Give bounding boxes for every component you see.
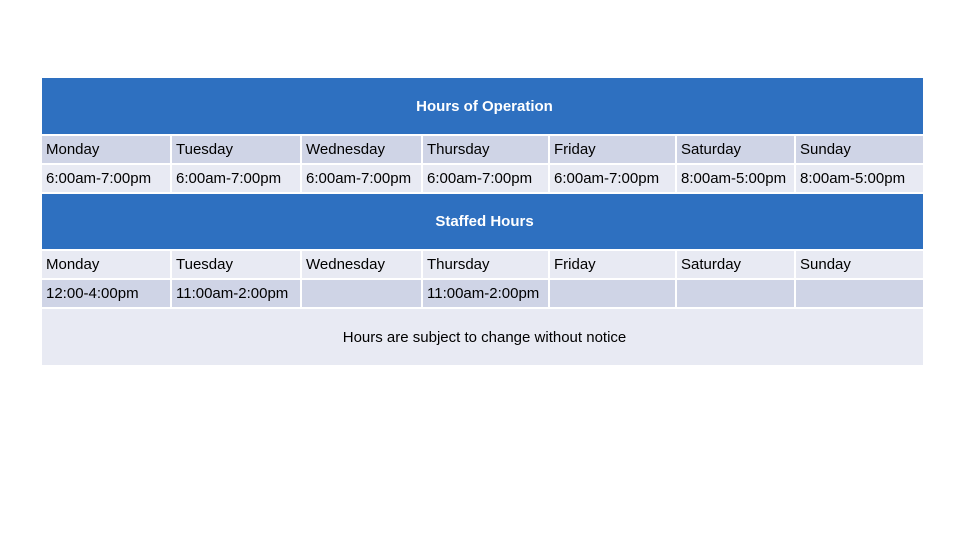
note-row — [42, 308, 923, 366]
staffed-day-friday: Friday — [549, 250, 676, 279]
staffed-hours-saturday — [676, 279, 795, 308]
staffed-hours-sunday — [795, 279, 923, 308]
staffed-hours-row — [42, 279, 923, 308]
operation-hours-saturday: 8:00am-5:00pm — [676, 164, 795, 193]
staffed-days-row — [42, 250, 923, 279]
operation-hours-wednesday: 6:00am-7:00pm — [301, 164, 422, 193]
operation-day-tuesday: Tuesday — [171, 135, 301, 164]
staffed-hours-thursday: 11:00am-2:00pm — [422, 279, 549, 308]
operation-header-row — [42, 78, 923, 135]
staffed-day-tuesday: Tuesday — [171, 250, 301, 279]
operation-hours-sunday: 8:00am-5:00pm — [795, 164, 923, 193]
operation-day-thursday: Thursday — [422, 135, 549, 164]
operation-day-monday: Monday — [42, 135, 171, 164]
staffed-header-row — [42, 193, 923, 250]
staffed-day-saturday: Saturday — [676, 250, 795, 279]
operation-day-wednesday: Wednesday — [301, 135, 422, 164]
staffed-day-monday: Monday — [42, 250, 171, 279]
operation-hours-friday: 6:00am-7:00pm — [549, 164, 676, 193]
operation-hours-tuesday: 6:00am-7:00pm — [171, 164, 301, 193]
operation-day-sunday: Sunday — [795, 135, 923, 164]
operation-days-row — [42, 135, 923, 164]
operation-title: Hours of Operation — [42, 78, 923, 135]
hours-table — [42, 78, 923, 367]
staffed-title: Staffed Hours — [42, 193, 923, 250]
staffed-day-wednesday: Wednesday — [301, 250, 422, 279]
operation-hours-row — [42, 164, 923, 193]
operation-day-friday: Friday — [549, 135, 676, 164]
staffed-day-thursday: Thursday — [422, 250, 549, 279]
staffed-day-sunday: Sunday — [795, 250, 923, 279]
staffed-hours-wednesday — [301, 279, 422, 308]
staffed-hours-friday — [549, 279, 676, 308]
staffed-hours-monday: 12:00-4:00pm — [42, 279, 171, 308]
operation-day-saturday: Saturday — [676, 135, 795, 164]
operation-hours-monday: 6:00am-7:00pm — [42, 164, 171, 193]
change-notice: Hours are subject to change without notice — [42, 308, 923, 366]
staffed-hours-tuesday: 11:00am-2:00pm — [171, 279, 301, 308]
operation-hours-thursday: 6:00am-7:00pm — [422, 164, 549, 193]
